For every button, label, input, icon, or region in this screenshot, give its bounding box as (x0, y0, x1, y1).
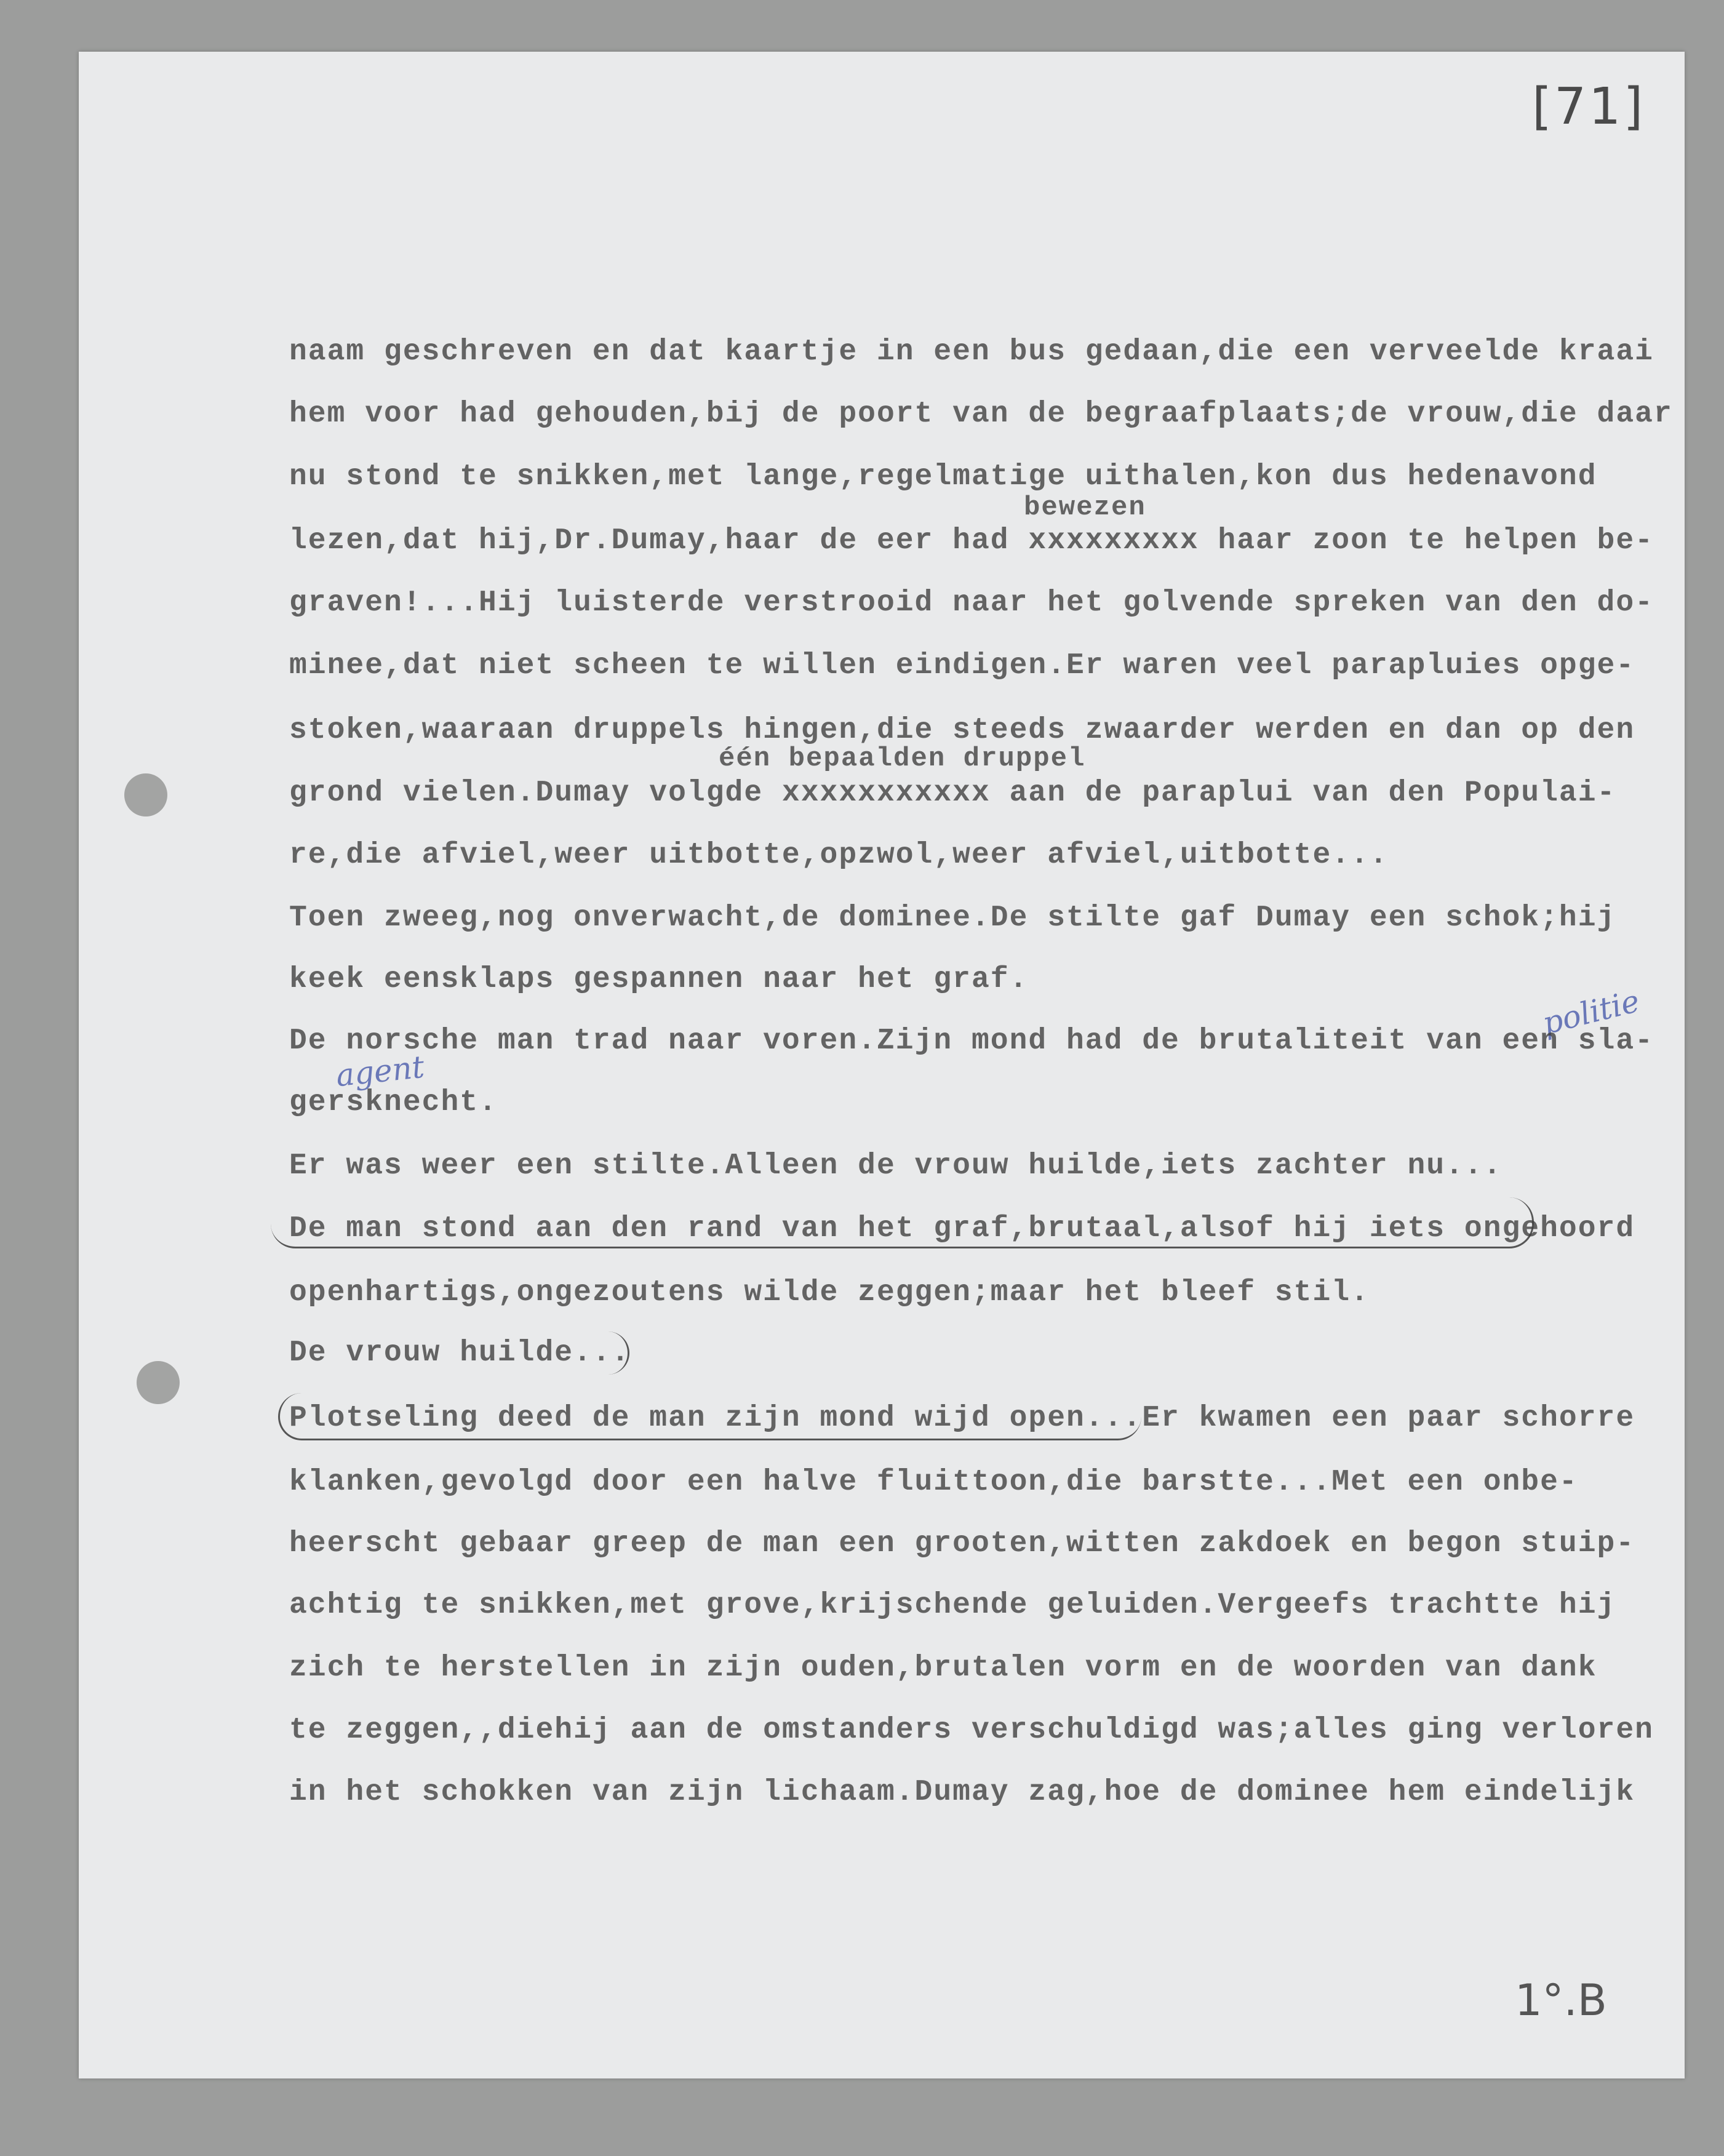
insertion-bewezen: bewezen (1024, 492, 1146, 523)
text-line-21: achtig te snikken,met grove,krijschende geluiden.Vergeefs trachtte hij (289, 1589, 1616, 1622)
text-line-19: klanken,gevolgd door een halve fluittoon,die barstte...Met een onbe- (289, 1466, 1578, 1499)
punch-hole-bottom (137, 1361, 180, 1404)
text-line-24: in het schokken van zijn lichaam.Dumay zag,hoe de dominee hem eindelijk (289, 1776, 1635, 1809)
text-line-4: lezen,dat hij,Dr.Dumay,haar de eer had xxxxxxxxx haar zoon te helpen be- (289, 524, 1654, 557)
footer-mark: 1°.B (1515, 1975, 1607, 2026)
text-line-7: stoken,waaraan druppels hingen,die steeds zwaarder werden en dan op den (289, 714, 1635, 747)
text-line-2: hem voor had gehouden,bij de poort van de begraafplaats;de vrouw,die daar (289, 397, 1673, 431)
handwritten-politie: politie (1539, 983, 1643, 1042)
text-line-14: Er was weer een stilte.Alleen de vrouw huilde,iets zachter nu... (289, 1149, 1503, 1183)
text-line-18: Plotseling deed de man zijn mond wijd open...Er kwamen een paar schorre (289, 1402, 1635, 1435)
text-line-1: naam geschreven en dat kaartje in een bus gedaan,die een verveelde kraai (289, 335, 1654, 369)
text-line-5: graven!...Hij luisterde verstrooid naar het golvende spreken van den do- (289, 586, 1654, 620)
text-line-9: re,die afviel,weer uitbotte,opzwol,weer afviel,uitbotte... (289, 839, 1389, 872)
punch-hole-top (124, 773, 167, 816)
handwritten-agent: agent (334, 1048, 426, 1094)
text-line-3: nu stond te snikken,met lange,regelmatige uithalen,kon dus hedenavond (289, 460, 1597, 493)
text-line-10: Toen zweeg,nog onverwacht,de dominee.De stilte gaf Dumay een schok;hij (289, 901, 1616, 935)
text-line-15: De man stond aan den rand van het graf,brutaal,alsof hij iets ongehoord (289, 1212, 1635, 1245)
text-line-22: zich te herstellen in zijn ouden,brutalen vorm en de woorden van dank (289, 1651, 1597, 1685)
text-line-16: openhartigs,ongezoutens wilde zeggen;maar het bleef stil. (289, 1276, 1370, 1309)
text-line-20: heerscht gebaar greep de man een grooten,witten zakdoek en begon stuip- (289, 1527, 1635, 1560)
page-number: [71] (1532, 78, 1646, 136)
insertion-druppel: één bepaalden druppel (719, 743, 1086, 774)
text-line-12: De norsche man trad naar voren.Zijn mond had de brutaliteit van een sla- (289, 1024, 1654, 1058)
text-line-23: te zeggen,,diehij aan de omstanders verschuldigd was;alles ging verloren (289, 1714, 1654, 1747)
text-line-17: De vrouw huilde... (289, 1336, 631, 1370)
text-line-8: grond vielen.Dumay volgde xxxxxxxxxxx aan de paraplui van den Populai- (289, 777, 1616, 810)
text-line-6: minee,dat niet scheen te willen eindigen.Er waren veel parapluies opge- (289, 649, 1635, 682)
text-line-13: gersknecht. (289, 1086, 498, 1119)
text-line-11: keek eensklaps gespannen naar het graf. (289, 963, 1029, 996)
